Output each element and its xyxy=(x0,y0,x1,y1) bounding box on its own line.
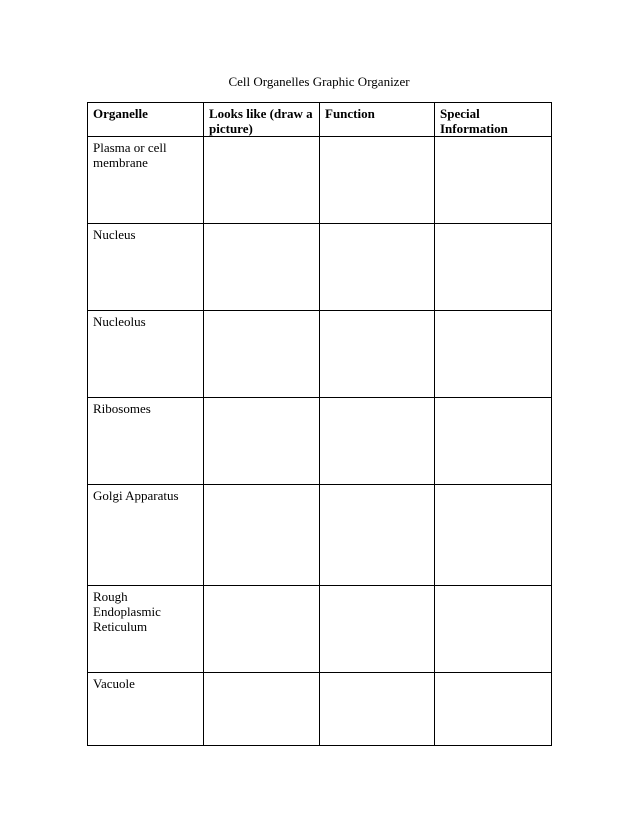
special-information-cell[interactable] xyxy=(435,673,552,746)
organelle-name-cell: Ribosomes xyxy=(88,398,204,485)
special-information-cell[interactable] xyxy=(435,137,552,224)
table-row xyxy=(88,398,552,485)
table-row xyxy=(88,224,552,311)
looks-like-cell[interactable] xyxy=(204,673,320,746)
organelle-name-cell: Rough Endoplasmic Reticulum xyxy=(88,586,204,673)
organelle-name-cell: Vacuole xyxy=(88,673,204,746)
function-cell[interactable] xyxy=(320,485,435,586)
page-title: Cell Organelles Graphic Organizer xyxy=(228,74,410,89)
special-information-cell[interactable] xyxy=(435,398,552,485)
table-header-row xyxy=(88,103,552,137)
organelle-name-cell: Golgi Apparatus xyxy=(88,485,204,586)
function-cell[interactable] xyxy=(320,137,435,224)
looks-like-cell[interactable] xyxy=(204,224,320,311)
table-row xyxy=(88,485,552,586)
looks-like-cell[interactable] xyxy=(204,586,320,673)
table-row xyxy=(88,673,552,746)
special-information-cell[interactable] xyxy=(435,224,552,311)
organelle-name-cell: Plasma or cell membrane xyxy=(88,137,204,224)
table-row xyxy=(88,586,552,673)
header-function: Function xyxy=(320,103,435,137)
organelle-name-cell: Nucleus xyxy=(88,224,204,311)
function-cell[interactable] xyxy=(320,586,435,673)
table-row xyxy=(88,311,552,398)
header-special-information: Special Information xyxy=(435,103,552,137)
function-cell[interactable] xyxy=(320,398,435,485)
header-organelle: Organelle xyxy=(88,103,204,137)
looks-like-cell[interactable] xyxy=(204,311,320,398)
special-information-cell[interactable] xyxy=(435,586,552,673)
looks-like-cell[interactable] xyxy=(204,137,320,224)
function-cell[interactable] xyxy=(320,224,435,311)
special-information-cell[interactable] xyxy=(435,311,552,398)
organelle-name-cell: Nucleolus xyxy=(88,311,204,398)
looks-like-cell[interactable] xyxy=(204,398,320,485)
looks-like-cell[interactable] xyxy=(204,485,320,586)
function-cell[interactable] xyxy=(320,673,435,746)
organelles-table xyxy=(87,102,552,746)
function-cell[interactable] xyxy=(320,311,435,398)
table-row xyxy=(88,137,552,224)
header-looks-like: Looks like (draw a picture) xyxy=(204,103,320,137)
special-information-cell[interactable] xyxy=(435,485,552,586)
